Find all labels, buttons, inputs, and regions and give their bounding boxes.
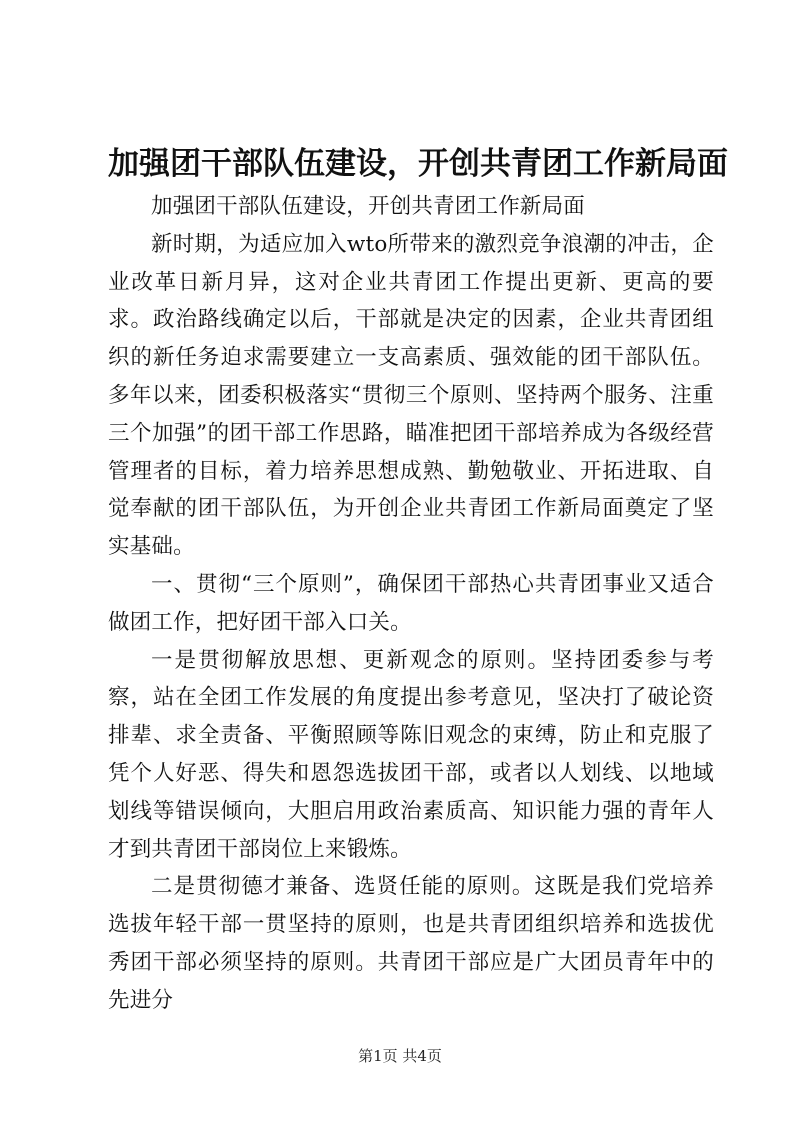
document-title: 加强团干部队伍建设，开创共青团工作新局面 (108, 146, 728, 182)
paragraph-intro: 新时期，为适应加入wto所带来的激烈竞争浪潮的冲击，企业改革日新月异，这对企业共青团工作提出更新、更高的要求。政治路线确定以后，干部就是决定的因素，企业共青团组织的新任务迫求需要建立一支高素质、强效能的团干部队伍。多年以来，团委积极落实“贯彻三个原则、坚持两个服务、注重三个加强”的团干部工作思路，瞄准把团干部培养成为各级经营管理者的目标，着力培养思想成熟、勤勉敬业、开拓进取、自觉奉献的团干部队伍，为开创企业共青团工作新局面奠定了坚实基础。 (108, 231, 714, 560)
paragraph-subtitle: 加强团干部队伍建设，开创共青团工作新局面 (151, 194, 586, 219)
document-body (108, 188, 714, 1020)
paragraph-principle-two: 二是贯彻德才兼备、选贤任能的原则。这既是我们党培养选拔年轻干部一贯坚持的原则，也是共青团组织培养和选拔优秀团干部必须坚持的原则。共青团干部应是广大团员青年中的先进分 (108, 874, 714, 1013)
paragraph-section-one-heading: 一、贯彻“三个原则”，确保团干部热心共青团事业又适合做团工作，把好团干部入口关。 (108, 571, 714, 635)
page-footer: 第1页 共4页 (358, 1047, 442, 1065)
paragraph-principle-one: 一是贯彻解放思想、更新观念的原则。坚持团委参与考察，站在全团工作发展的角度提出参考意见，坚决打了破论资排辈、求全责备、平衡照顾等陈旧观念的束缚，防止和克服了凭个人好恶、得失和恩怨选拔团干部，或者以人划线、以地域划线等错误倾向，大胆启用政治素质高、知识能力强的青年人才到共青团干部岗位上来锻炼。 (108, 647, 714, 862)
